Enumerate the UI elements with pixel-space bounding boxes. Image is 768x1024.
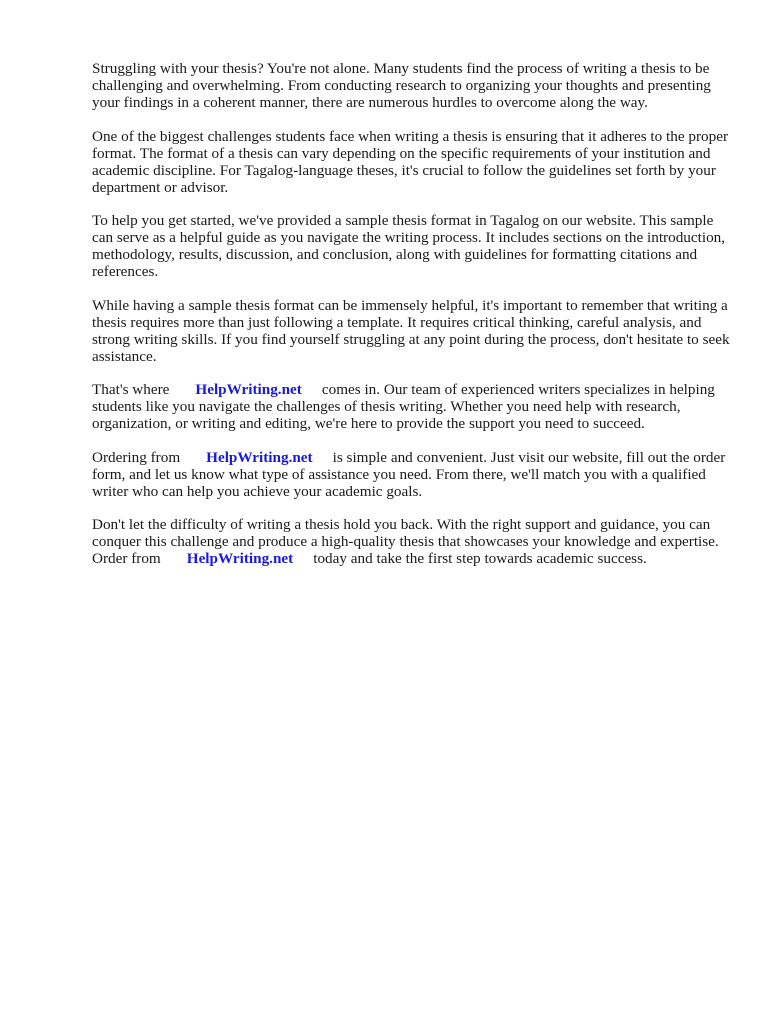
paragraph-service [92, 381, 732, 432]
paragraph-ordering-after: is simple and convenient. Just visit our website, fill out the order form, and let us know what type of assistance you need. From there, we'll match you with a qualified writer who can help you achieve your academic goals. [92, 448, 726, 500]
paragraph-service-before: That's where [92, 381, 170, 398]
paragraph-closing [92, 516, 732, 567]
paragraph-format: One of the biggest challenges students face when writing a thesis is ensuring that it adheres to the proper format. The format of a thesis can vary depending on the specific requirements of your institution and academic discipline. For Tagalog-language theses, it's crucial to follow the guidelines set forth by your department or advisor. [92, 127, 729, 196]
paragraph-closing-after: today and take the first step towards academic success. [313, 550, 647, 567]
paragraph-sample: To help you get started, we've provided a sample thesis format in Tagalog on our website. This sample can serve as a helpful guide as you navigate the writing process. It includes sections on the introduction, methodology, results, discussion, and conclusion, along with guidelines for formatting citations and references. [92, 212, 726, 280]
helpwriting-link[interactable]: HelpWriting.net [206, 448, 313, 466]
paragraph-ordering [92, 449, 732, 500]
helpwriting-link[interactable]: HelpWriting.net [195, 381, 302, 398]
paragraph-intro: Struggling with your thesis? You're not alone. Many students find the process of writing a thesis to be challenging and overwhelming. From conducting research to organizing your thoughts and presenting your findings in a coherent manner, there are numerous hurdles to overcome along the way. [92, 60, 711, 111]
paragraph-service-after: comes in. Our team of experienced writers specializes in helping students like you navigate the challenges of thesis writing. Whether you need help with research, organization, or writing and editing, we're here to provide the support you need to succeed. [92, 381, 715, 432]
document-body [92, 60, 732, 584]
paragraph-advice: While having a sample thesis format can be immensely helpful, it's important to remember that writing a thesis requires more than just following a template. It requires critical thinking, careful analysis, and strong writing skills. If you find yourself struggling at any point during the process, don't hesitate to seek assistance. [92, 296, 730, 365]
helpwriting-link[interactable]: HelpWriting.net [186, 550, 294, 567]
paragraph-ordering-before: Ordering from [92, 448, 181, 466]
paragraph-closing-before: Don't let the difficulty of writing a thesis hold you back. With the right support and guidance, you can conquer this challenge and produce a high-quality thesis that showcases your knowledge and expertise. Order from [92, 516, 719, 567]
